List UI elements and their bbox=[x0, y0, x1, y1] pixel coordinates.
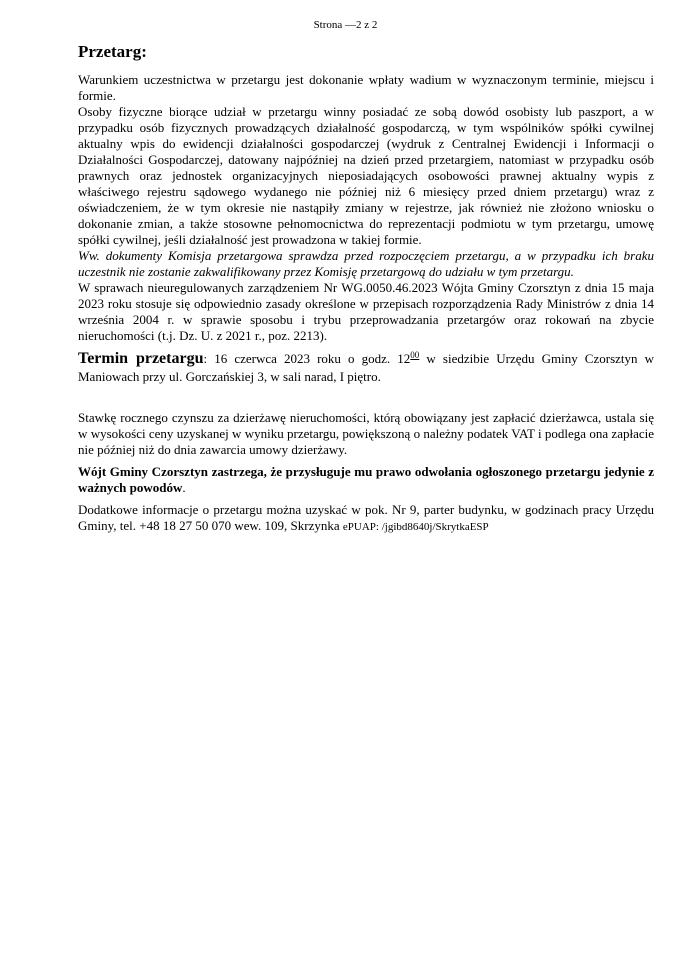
auction-date-text: : 16 czerwca 2023 roku o godz. 12 bbox=[203, 351, 411, 366]
document-body bbox=[78, 42, 654, 535]
spacer bbox=[78, 386, 654, 410]
auction-location-text: w siedzibie Urzędu Gminy Czorsztyn w Maniowach przy ul. Gorczańskiej 3, w sali narad, I piętro. bbox=[78, 351, 655, 384]
paragraph-reservation bbox=[78, 464, 654, 496]
page-number: Strona —2 z 2 bbox=[313, 19, 378, 31]
auction-date-paragraph bbox=[78, 350, 654, 386]
auction-date-label: Termin przetargu bbox=[78, 350, 204, 367]
reservation-text: Wójt Gminy Czorsztyn zastrzega, że przysługuje mu prawo odwołania ogłoszonego przetargu jedynie z ważnych powodów bbox=[78, 464, 654, 495]
section-title: Przetarg: bbox=[78, 42, 147, 61]
paragraph-contact bbox=[78, 502, 654, 535]
auction-time-minutes: 00 bbox=[410, 350, 420, 360]
paragraph-regulations: W sprawach nieuregulowanych zarządzeniem Nr WG.0050.46.2023 Wójta Gminy Czorsztyn z dnia 15 maja 2023 roku stosuje się odpowiednio zasady określone w przepisach rozporządzenia Rady Ministrów z dnia 14 września 2004 r. w sprawie sposobu i trybu przeprowadzania przetargów oraz rokowań na zbycie nieruchomości (t.j. Dz. U. z 2021 r., poz. 2213). bbox=[78, 280, 654, 343]
paragraph-verification: Ww. dokumenty Komisja przetargowa sprawdza przed rozpoczęciem przetargu, a w przypadku ich braku uczestnik nie zostanie zakwalifikowany przez Komisję przetargową do udziału w tym przetargu. bbox=[78, 248, 654, 279]
paragraph-documents: Osoby fizyczne biorące udział w przetargu winny posiadać ze sobą dowód osobisty lub paszport, a w przypadku osób fizycznych prowadzących działalność gospodarczą, w tym wspólników spółki cywilnej aktualny wpis do ewidencji działalności gospodarczej (wydruk z Centralnej Ewidencji i Informacji o Działalności Gospodarczej, datowany najpóźniej na dzień przed przetargiem, natomiast w przypadku osób prawnych oraz jednostek organizacyjnych nieposiadających osobowości prawnej aktualny wypis z właściwego rejestru sądowego wydanego nie później niż 6 miesięcy przed dniem przetargu) wraz z oświadczeniem, że w tym okresie nie nastąpiły zmiany w rejestrze, jak również nie złożono wniosku o dokonanie zmian, a także stosowne pełnomocnictwa do reprezentacji podmiotu w tym przetargu, umowę spółki cywilnej, jeśli działalność jest prowadzona w takiej formie. bbox=[78, 104, 654, 247]
reservation-end: . bbox=[182, 480, 186, 495]
paragraph-wadium: Warunkiem uczestnictwa w przetargu jest dokonanie wpłaty wadium w wyznaczonym terminie, miejscu i formie. bbox=[78, 72, 654, 103]
contact-text: Dodatkowe informacje o przetargu można uzyskać w pok. Nr 9, parter budynku, w godzinach pracy Urzędu Gminy, tel. +48 18 27 50 070 wew. 109, Skrzynka bbox=[78, 502, 654, 533]
epuap-address: ePUAP: /jgibd8640j/SkrytkaESP bbox=[342, 521, 489, 533]
paragraph-rent: Stawkę rocznego czynszu za dzierżawę nieruchomości, którą obowiązany jest zapłacić dzierżawca, ustala się w wysokości ceny uzyskanej w wyniku przetargu, powiększoną o należny podatek VAT i podlega ona zapłacie nie później niż do dnia zawarcia umowy dzierżawy. bbox=[78, 410, 654, 457]
